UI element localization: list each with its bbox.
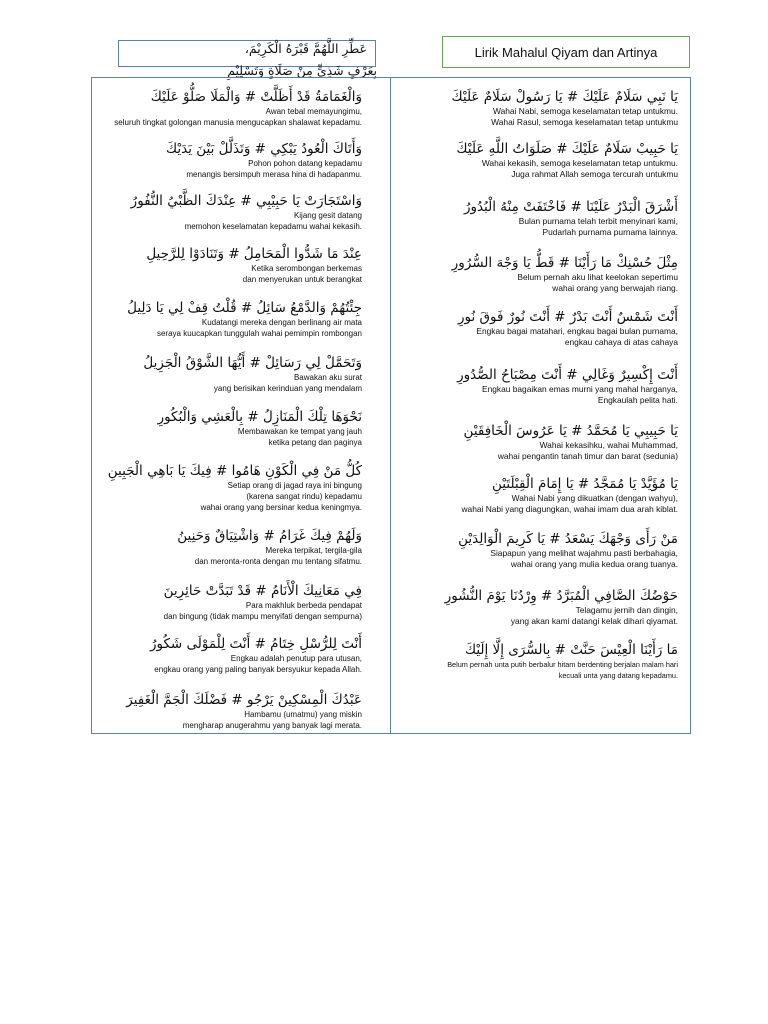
verse-block	[458, 308, 678, 349]
verse-block	[464, 198, 678, 239]
verse-block	[127, 299, 362, 339]
verse-arabic: أَشْرَقَ الْبَدْرُ عَلَيْنَا # فَاخْتَفَتْ مِنْهُ الْبُدُورُ	[463, 199, 678, 215]
verse-translation-line: Hambamu (umatmu) yang miskin	[244, 710, 362, 719]
verse-translation-line: Pohon pohon datang kepadamu	[248, 159, 362, 168]
verse-arabic: أَنْتَ لِلرُّسْلِ خِتَامُ # أَنْتَ لِلْمَوْلَى شَكُورُ	[149, 636, 362, 652]
verse-arabic: كُلُّ مَنْ فِي الْكَوْنِ هَامُوا # فِيكَ يَا بَاهِي الْجَبِينِ	[107, 463, 362, 479]
verse-translation-line: Awan tebal memayungimu,	[265, 107, 362, 116]
header-arabic-box	[118, 40, 377, 78]
verse-block	[108, 462, 362, 514]
header-arabic-line-2: بِعَرْفٍ شَذِيٍّ مِنْ صَلَاةٍ وَتَسْلِيْمِ	[227, 63, 377, 78]
verse-block	[447, 641, 678, 681]
verse-block	[164, 582, 362, 622]
verse-arabic: وَأَتَاكَ الْعُودُ يَبْكِي # وَتَذَلَّلْ بَيْنَ يَدَيْكَ	[165, 141, 362, 157]
verse-translation-line: Kudatangi mereka dengan berlinang air mata	[201, 318, 362, 327]
verse-block	[458, 530, 678, 571]
verse-block	[177, 527, 362, 567]
verse-arabic: أَنْتَ شَمْسٌ أَنْتَ بَدْرٌ # أَنْتَ نُورٌ فَوقَ نُورِ	[457, 309, 678, 325]
verse-block	[445, 587, 678, 628]
verse-block	[131, 192, 362, 232]
verse-arabic: وَاسْتَجَارَتْ يَا حَبِيْبِي # عِنْدَكَ الظَّبْيُ النُّفُورُ	[130, 193, 362, 209]
verse-arabic: مَا رَأَيْنَا الْعِيْسَ حَنَّتْ # بِالسُّرَى إِلَّا إِلَيْكَ	[464, 642, 678, 658]
verse-block	[462, 475, 679, 516]
verse-translation-line: Engkau bagai matahari, engkau bagai bulan purnama,	[476, 326, 678, 336]
verse-arabic: عِنْدَ مَا شَدُّوا الْمَحَامِلُ # وَتَنَادَوْا لِلرَّحِيلِ	[146, 246, 362, 262]
verse-translation-line: Wahai Rasul, semoga keselamatan tetap untukmu	[491, 117, 678, 128]
verse-translation-line: Belum pernah aku lihat keelokan sepertimu	[517, 272, 678, 282]
verse-translation-line: Wahai Nabi, semoga keselamatan tetap untukmu.	[493, 106, 678, 116]
verse-translation-line: wahai orang yang mulia kedua orang tuanya.	[510, 559, 678, 570]
verse-translation-line: Kijang gesit datang	[293, 211, 362, 220]
verse-block	[150, 635, 362, 675]
header-arabic-line-1: عَطِّرِ اللَّهُمَّ قَبْرَهُ الْكَرِيْمَ،	[244, 41, 367, 56]
verse-translation-line: Setiap orang di jagad raya ini bingung	[227, 481, 362, 490]
verse-arabic: يَا نَبِي سَلَامٌ عَلَيْكَ # يَا رَسُولْ سَلَامٌ عَلَيْكَ	[451, 89, 678, 105]
verse-translation-line: Engkaulah pelita hati.	[597, 395, 678, 406]
verse-translation-line: Telagamu jernih dan dingin,	[575, 605, 678, 615]
verse-translation-line: dan bingung (tidak mampu menyifati dengan sempurna)	[163, 612, 362, 622]
verse-translation-line: Bulan purnama telah terbit menyinari kami,	[518, 216, 678, 226]
verse-arabic: فِي مَعَانِيكَ الْأَنَامُ # قَدْ تَبَدَّتْ حَائِرِينَ	[163, 583, 362, 599]
verse-translation-line: Mereka terpikat, tergila-gila	[265, 546, 362, 555]
verse-block	[126, 691, 362, 731]
verse-translation-line: Siapapun yang melihat wajahmu pasti berbahagia,	[490, 548, 678, 558]
verse-translation-line: wahai orang yang bersinar kedua keningmya.	[200, 503, 362, 513]
verse-translation-line: engkau orang yang paling banyak bersyukur kepada Allah.	[154, 665, 362, 675]
verse-translation-line: yang akan kami datangi kelak dihari qiyamat.	[510, 616, 678, 627]
verse-translation-line: seluruh tingkat golongan manusia mengucapkan shalawat kepadamu.	[114, 118, 362, 128]
verse-translation-line: Juga rahmat Allah semoga tercurah untukmu	[511, 169, 678, 180]
verse-translation-line: Wahai kekasih, semoga keselamatan tetap untukmu.	[481, 158, 678, 168]
page-title: Lirik Mahalul Qiyam dan Artinya	[442, 36, 690, 68]
verse-translation-line: Ketika serombongan berkemas	[251, 264, 362, 273]
verse-translation-line: Engkau adalah penutup para utusan,	[230, 654, 362, 663]
verse-block	[457, 366, 678, 407]
verse-block	[166, 140, 362, 180]
verse-block	[456, 140, 678, 181]
verse-translation-line: wahai orang yang berwajah riang.	[552, 283, 678, 294]
verse-translation-line: Pudarlah purnama purnama lainnya.	[542, 227, 678, 238]
verse-translation-line: mengharap anugerahmu yang banyak lagi merata.	[182, 721, 362, 731]
lyrics-frame	[91, 77, 691, 734]
verse-arabic: حَوْضُكَ الصَّافِي الْمُبَرَّدُ # وِرْدُنَا يَوْمَ النُّشُورِ	[444, 588, 678, 604]
verse-translation-line: kecuali unta yang datang kepadamu.	[558, 671, 678, 680]
verse-arabic: عَبْدُكَ الْمِسْكِينْ يَرْجُو # فَضْلَكَ الْجَمَّ الْغَفِيرَ	[126, 692, 362, 708]
verse-block	[146, 245, 362, 285]
verse-translation-line: Belum pernah unta putih berbalur hitam berdenting berjalan malam hari	[447, 660, 678, 669]
verse-arabic: وَالْغَمَامَةُ قَدْ أَظَلَّتْ # وَالْمَلَا صَلُّوْ عَلَيْكَ	[150, 89, 362, 105]
verse-translation-line: yang berisikan kerinduan yang mendalam	[213, 384, 362, 394]
verse-translation-line: menangis bersimpuh merasa hina di hadapanmu.	[186, 170, 362, 180]
verse-arabic: يَا حَبِيبِي يَا مُحَمَّدُ # يَا عَرُوسَ الْخَافِقَيْنِ	[463, 423, 678, 439]
verse-translation-line: ketika petang dan paginya	[268, 438, 362, 448]
verse-arabic: وَلَهُمْ فِيكَ غَرَامُ # وَاشْتِيَاقٌ وَحَنِينُ	[177, 528, 362, 544]
verse-translation-line: Wahai Nabi yang dikuatkan (dengan wahyu),	[511, 493, 678, 503]
verse-translation-line: Bawakan aku surat	[293, 373, 362, 382]
verse-arabic: جِئْتُهُمْ وَالدَّمْعُ سَائِلُ # قُلْتُ قِفْ لِي يَا دَلِيلُ	[127, 300, 362, 316]
verse-arabic: يَا مُؤَيَّدْ يَا مُمَجَّدُ # يَا إِمَامَ الْقِبْلَتَيْنِ	[492, 476, 678, 492]
verse-translation-line: dan menyerukan untuk berangkat	[242, 275, 362, 285]
verse-arabic: مِثْلَ حُسْنِكْ مَا رَأَيْنَا # قَطُّ يَا وَجْهَ السُّرُورِ	[451, 255, 678, 271]
verse-block	[452, 254, 678, 295]
verse-translation-line: Membawakan ke tempat yang jauh	[237, 427, 362, 436]
verse-translation-line: engkau cahaya di atas cahaya	[564, 337, 678, 348]
verse-block	[143, 354, 362, 394]
verse-block	[452, 88, 678, 129]
verse-translation-line: memohon keselamatan kepadamu wahai kekasih.	[184, 222, 362, 232]
verse-translation-line: seraya kuucapkan tunggulah wahai pemimpin rombongan	[156, 329, 362, 339]
verse-arabic: أَنْتَ إِكْسِيرٌ وَغَالِي # أَنْتَ مِصْبَاحُ الصُّدُورِ	[457, 367, 678, 383]
verse-translation-line: Para makhluk berbeda pendapat	[245, 601, 362, 610]
verse-translation-line: wahai Nabi yang diagungkan, wahai imam dua arah kiblat.	[461, 504, 678, 515]
column-divider	[390, 78, 391, 733]
verse-block	[114, 88, 362, 128]
verse-block	[464, 422, 678, 463]
verse-arabic: مَنْ رَأَى وَجْهَكَ يَسْعَدُ # يَا كَرِيمَ الْوَالِدَيْنِ	[458, 531, 678, 547]
verse-block	[158, 408, 362, 448]
verse-arabic: يَا حَبِيبْ سَلَامٌ عَلَيْكَ # صَلَوَاتُ اللَّهِ عَلَيْكَ	[456, 141, 678, 157]
verse-translation-line: Engkau bagaikan emas murni yang mahal harganya,	[481, 384, 678, 394]
verse-translation-line: (karena sangat rindu) kepadamu	[246, 492, 362, 502]
verse-translation-line: dan meronta-ronta dengan mu tentang sifatmu.	[194, 557, 362, 567]
verse-arabic: نَحْوَهَا تِلْكَ الْمَنَازِلُ # بِالْعَشِي وَالْبُكُورِ	[157, 409, 362, 425]
verse-arabic: وَتَحَمَّلْ لِي رَسَائِلْ # أَيُّهَا الشَّوْقُ الْجَزِيلُ	[143, 355, 362, 371]
verse-translation-line: Wahai kekasihku, wahai Muhammad,	[539, 440, 678, 450]
verse-translation-line: wahai pengantin tanah timur dan barat (sedunia)	[497, 451, 678, 462]
